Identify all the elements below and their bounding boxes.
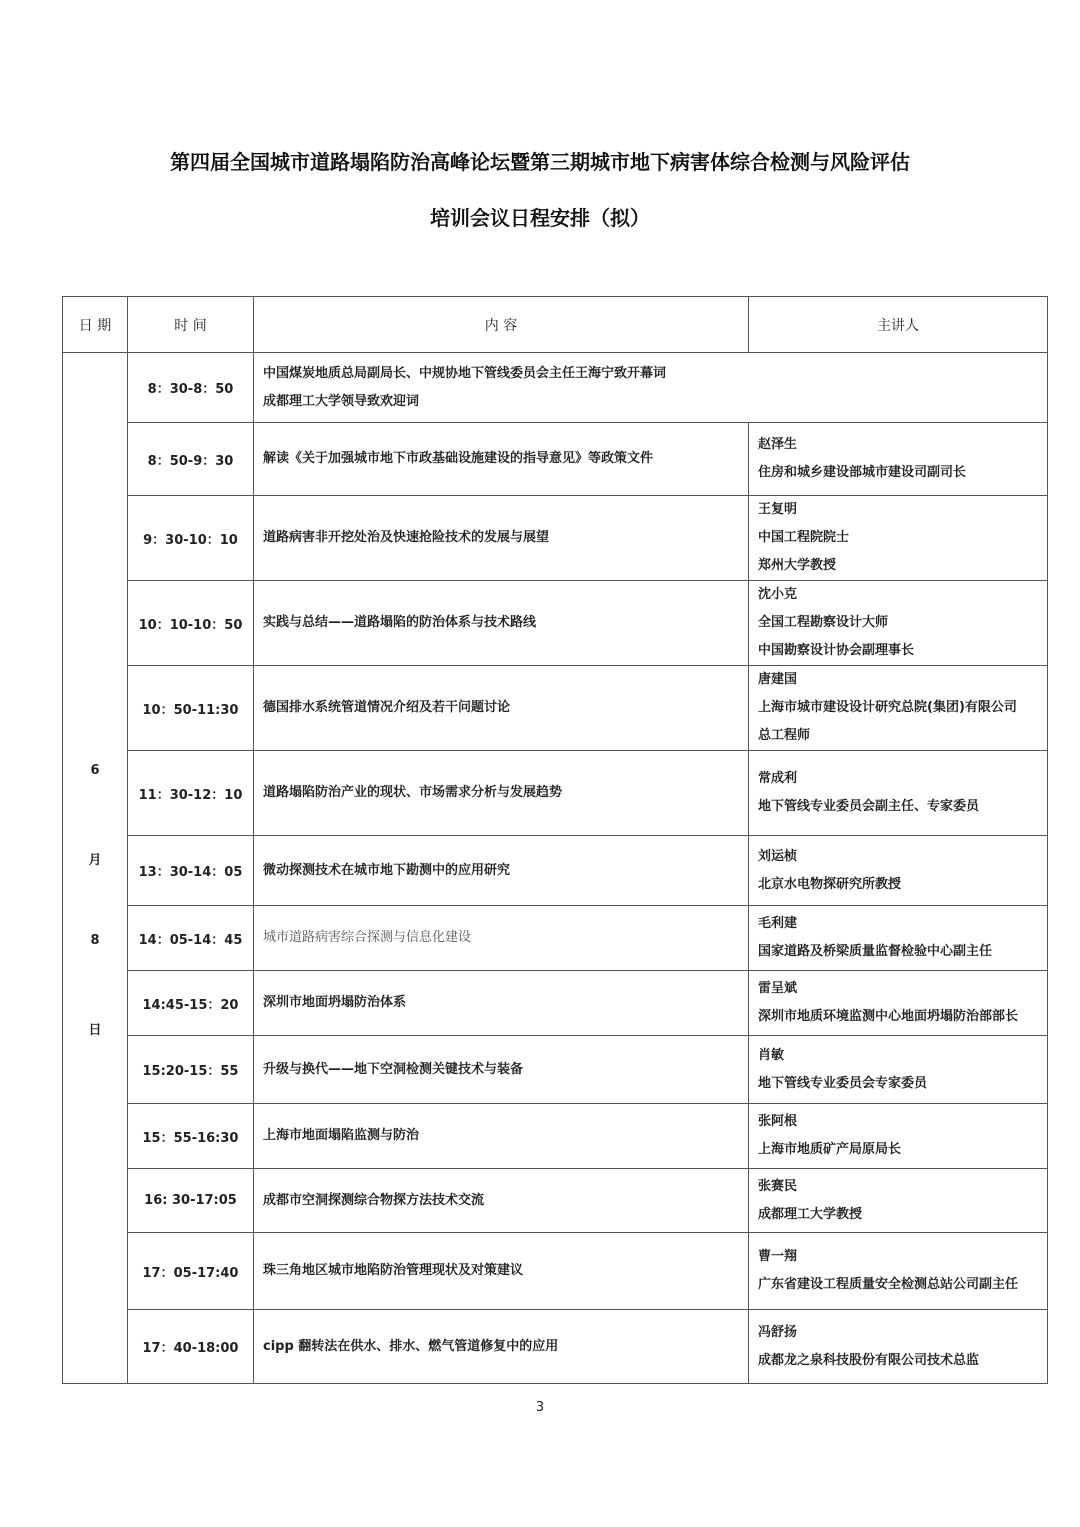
content-line: 深圳市地面坍塌防治体系	[263, 995, 407, 1010]
content-line: 成都市空洞探测综合物探方法技术交流	[263, 1192, 485, 1208]
speaker-cell	[749, 836, 1048, 906]
content-cell	[254, 971, 749, 1036]
speaker-title: 全国工程勘察设计大师	[758, 615, 889, 630]
speaker-title: 总工程师	[758, 728, 811, 743]
time-cell: 10：10-10：50	[128, 581, 254, 666]
speaker-name: 刘运桢	[758, 848, 798, 864]
speaker-title: 郑州大学教授	[758, 558, 837, 573]
table-row	[63, 581, 1048, 666]
content-line: 道路塌陷防治产业的现状、市场需求分析与发展趋势	[263, 785, 563, 800]
speaker-title: 广东省建设工程质量安全检测总站公司副主任	[758, 1277, 1019, 1292]
header-speaker: 主讲人	[749, 297, 1048, 353]
speaker-name: 冯舒扬	[758, 1324, 798, 1340]
content-line: cipp 翻转法在供水、排水、燃气管道修复中的应用	[263, 1338, 559, 1354]
content-line: 道路病害非开挖处治及快速抢险技术的发展与展望	[263, 530, 550, 545]
content-cell	[254, 1036, 749, 1104]
page-number: 3	[535, 1400, 545, 1415]
speaker-name: 张赛民	[758, 1178, 798, 1194]
content-cell	[254, 496, 749, 581]
time-cell: 13：30-14：05	[128, 836, 254, 906]
time-cell: 15:20-15：55	[128, 1036, 254, 1104]
speaker-title: 上海市城市建设设计研究总院(集团)有限公司	[758, 700, 1017, 715]
speaker-cell	[749, 496, 1048, 581]
content-line: 城市道路病害综合探测与信息化建设	[263, 930, 472, 945]
header-time: 时 间	[128, 297, 254, 353]
table-row	[63, 906, 1048, 971]
speaker-cell	[749, 1233, 1048, 1310]
content-cell	[254, 751, 749, 836]
document-subtitle: 培训会议日程安排（拟）	[430, 206, 650, 230]
speaker-title: 北京水电物探研究所教授	[758, 876, 902, 892]
speaker-cell	[749, 1169, 1048, 1233]
table-row	[63, 1169, 1048, 1233]
time-cell: 17：40-18:00	[128, 1310, 254, 1384]
speaker-name: 曹一翔	[758, 1249, 798, 1264]
speaker-cell	[749, 1036, 1048, 1104]
content-cell	[254, 423, 749, 496]
content-line: 微动探测技术在城市地下勘测中的应用研究	[263, 862, 511, 878]
content-cell	[254, 1233, 749, 1310]
speaker-name: 沈小克	[758, 587, 798, 602]
date-cell	[63, 353, 128, 1384]
speaker-title: 中国勘察设计协会副理事长	[758, 643, 915, 658]
speaker-title: 地下管线专业委员会专家委员	[758, 1075, 928, 1091]
content-cell	[254, 353, 1048, 423]
table-row	[63, 353, 1048, 423]
speaker-name: 唐建国	[758, 672, 798, 687]
time-cell: 14:45-15：20	[128, 971, 254, 1036]
content-cell	[254, 1169, 749, 1233]
speaker-name: 张阿根	[758, 1114, 798, 1129]
time-cell: 11：30-12：10	[128, 751, 254, 836]
speaker-cell	[749, 751, 1048, 836]
speaker-cell	[749, 971, 1048, 1036]
table-row	[63, 1233, 1048, 1310]
table-row	[63, 423, 1048, 496]
speaker-name: 常成利	[758, 771, 798, 786]
speaker-title: 住房和城乡建设部城市建设司副司长	[758, 465, 967, 480]
header-content: 内 容	[254, 297, 749, 353]
content-line: 德国排水系统管道情况介绍及若干问题讨论	[263, 700, 511, 715]
speaker-name: 毛利建	[758, 916, 798, 931]
table-row	[63, 836, 1048, 906]
time-cell: 9：30-10：10	[128, 496, 254, 581]
speaker-name: 雷呈斌	[758, 981, 798, 996]
content-cell	[254, 581, 749, 666]
speaker-cell	[749, 906, 1048, 971]
table-row	[63, 666, 1048, 751]
time-cell: 10：50-11:30	[128, 666, 254, 751]
time-cell: 14：05-14：45	[128, 906, 254, 971]
content-line: 实践与总结——道路塌陷的防治体系与技术路线	[263, 615, 537, 630]
content-line: 成都理工大学领导致欢迎词	[263, 393, 420, 409]
speaker-cell	[749, 1310, 1048, 1384]
table-row	[63, 1036, 1048, 1104]
content-cell	[254, 666, 749, 751]
speaker-name: 赵泽生	[758, 437, 798, 452]
document-title: 第四届全国城市道路塌陷防治高峰论坛暨第三期城市地下病害体综合检测与风险评估	[170, 150, 910, 174]
table-header-row	[63, 297, 1048, 353]
speaker-cell	[749, 423, 1048, 496]
content-line: 珠三角地区城市地陷防治管理现状及对策建议	[263, 1263, 524, 1278]
content-cell	[254, 836, 749, 906]
speaker-title: 地下管线专业委员会副主任、专家委员	[758, 799, 980, 814]
date-char: 8	[90, 933, 100, 948]
content-cell	[254, 1104, 749, 1169]
date-char: 日	[88, 1023, 102, 1038]
schedule-table	[62, 296, 1048, 1384]
header-date: 日 期	[63, 297, 128, 353]
content-cell	[254, 906, 749, 971]
time-cell: 8：50-9：30	[128, 423, 254, 496]
date-char: 6	[90, 763, 100, 778]
speaker-cell	[749, 666, 1048, 751]
speaker-title: 中国工程院院士	[758, 530, 850, 545]
speaker-title: 上海市地质矿产局原局长	[758, 1142, 902, 1157]
content-cell	[254, 1310, 749, 1384]
speaker-cell	[749, 581, 1048, 666]
content-line: 升级与换代——地下空洞检测关键技术与装备	[263, 1061, 524, 1077]
speaker-title: 国家道路及桥梁质量监督检验中心副主任	[758, 944, 993, 959]
time-cell: 15：55-16:30	[128, 1104, 254, 1169]
speaker-name: 王复明	[758, 502, 798, 517]
table-row	[63, 971, 1048, 1036]
speaker-title: 成都龙之泉科技股份有限公司技术总监	[758, 1352, 980, 1368]
time-cell: 16: 30-17:05	[128, 1169, 254, 1233]
table-row	[63, 1104, 1048, 1169]
speaker-cell	[749, 1104, 1048, 1169]
table-row	[63, 751, 1048, 836]
time-cell: 17：05-17:40	[128, 1233, 254, 1310]
content-line: 上海市地面塌陷监测与防治	[263, 1128, 420, 1143]
speaker-name: 肖敏	[758, 1047, 785, 1063]
speaker-title: 深圳市地质环境监测中心地面坍塌防治部部长	[758, 1009, 1019, 1024]
content-line: 解读《关于加强城市地下市政基础设施建设的指导意见》等政策文件	[263, 451, 654, 466]
speaker-title: 成都理工大学教授	[758, 1206, 863, 1222]
table-row	[63, 496, 1048, 581]
date-char: 月	[88, 853, 102, 868]
content-line: 中国煤炭地质总局副局长、中规协地下管线委员会主任王海宁致开幕词	[263, 365, 667, 381]
time-cell: 8：30-8：50	[128, 353, 254, 423]
table-row	[63, 1310, 1048, 1384]
